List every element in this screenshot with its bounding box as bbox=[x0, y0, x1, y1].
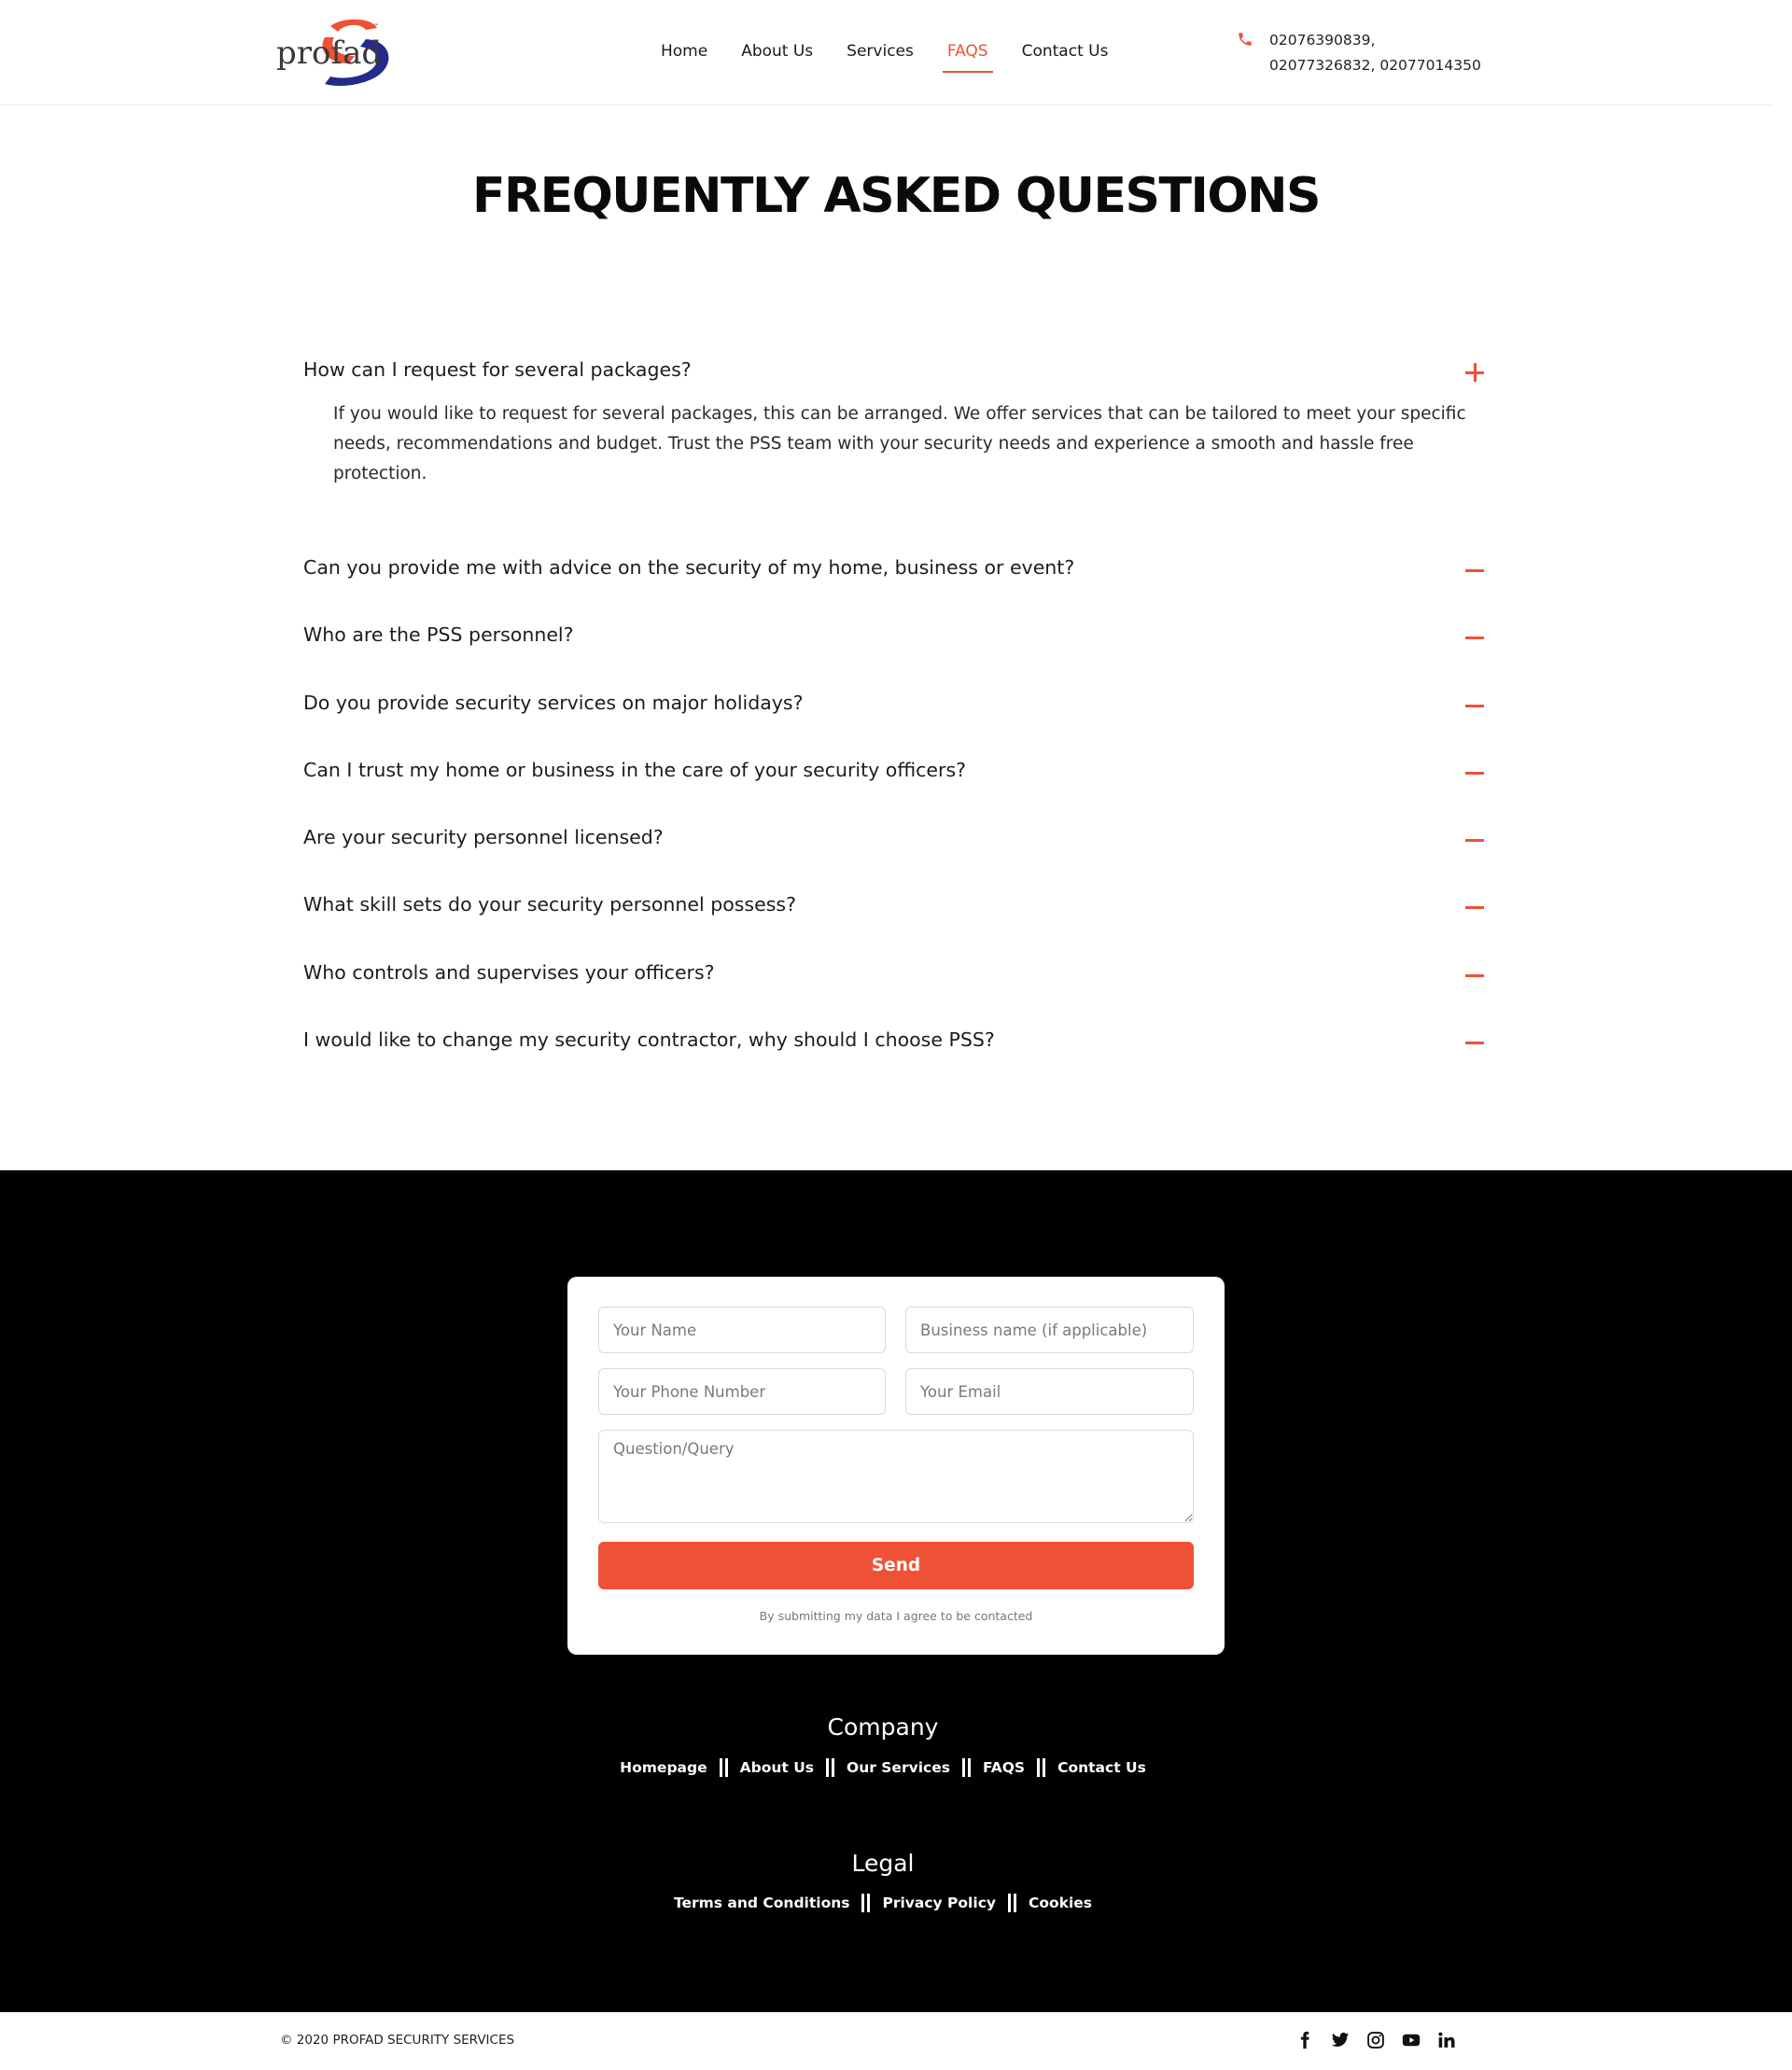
collapse-minus-icon[interactable] bbox=[1465, 696, 1484, 715]
link-separator bbox=[720, 1758, 728, 1777]
contact-form bbox=[567, 1277, 1225, 1655]
legal-links bbox=[0, 1894, 1766, 1912]
legal-heading: Legal bbox=[851, 1850, 915, 1877]
faq-question: What skill sets do your security personnel possess? bbox=[303, 893, 796, 916]
collapse-minus-icon[interactable] bbox=[1465, 763, 1484, 782]
footer-link-our-services[interactable]: Our Services bbox=[847, 1759, 950, 1776]
faq-question-row[interactable] bbox=[303, 748, 1489, 815]
phone-line-1: 02076390839, bbox=[1269, 32, 1376, 49]
footer-link-terms[interactable]: Terms and Conditions bbox=[673, 1895, 850, 1911]
footer-link-faqs[interactable]: FAQS bbox=[982, 1759, 1026, 1776]
faq-item bbox=[303, 748, 1489, 815]
instagram-icon[interactable] bbox=[1366, 2031, 1385, 2049]
phone-input[interactable] bbox=[598, 1368, 886, 1415]
faq-question: Who controls and supervises your officers? bbox=[303, 960, 715, 984]
link-separator bbox=[826, 1758, 834, 1777]
faq-item bbox=[303, 882, 1489, 949]
main-nav bbox=[644, 37, 1125, 73]
facebook-icon[interactable] bbox=[1295, 2031, 1314, 2049]
link-separator bbox=[962, 1758, 971, 1777]
phone-icon bbox=[1237, 31, 1253, 48]
expand-plus-icon[interactable] bbox=[1465, 363, 1484, 382]
svg-text:profad: profad bbox=[276, 35, 383, 72]
nav-services[interactable]: Services bbox=[847, 42, 914, 61]
faq-item bbox=[303, 815, 1489, 882]
site-footer bbox=[0, 1170, 1792, 2012]
faq-item bbox=[303, 545, 1489, 612]
profad-logo[interactable] bbox=[276, 19, 409, 90]
faq-question-row[interactable] bbox=[303, 347, 1489, 399]
faq-question: Do you provide security services on major holidays? bbox=[303, 691, 804, 714]
faq-question-row[interactable] bbox=[303, 545, 1489, 612]
collapse-minus-icon[interactable] bbox=[1465, 898, 1484, 916]
youtube-icon[interactable] bbox=[1402, 2031, 1421, 2049]
footer-link-cookies[interactable]: Cookies bbox=[1028, 1895, 1093, 1911]
faq-question-row[interactable] bbox=[303, 882, 1489, 949]
phone-line-2: 02077326832, 02077014350 bbox=[1269, 57, 1481, 74]
form-disclaimer: By submitting my data I agree to be contacted bbox=[759, 1609, 1033, 1623]
faq-question-row[interactable] bbox=[303, 815, 1489, 882]
collapse-minus-icon[interactable] bbox=[1465, 831, 1484, 849]
company-heading: Company bbox=[827, 1713, 939, 1741]
bottom-bar bbox=[0, 2012, 1792, 2070]
faq-item bbox=[303, 950, 1489, 1017]
collapse-minus-icon[interactable] bbox=[1465, 966, 1484, 985]
collapse-minus-icon[interactable] bbox=[1465, 628, 1484, 647]
site-header bbox=[0, 0, 1773, 105]
company-links bbox=[0, 1758, 1766, 1777]
send-button[interactable]: Send bbox=[598, 1542, 1194, 1589]
faq-question-row[interactable] bbox=[303, 680, 1489, 748]
faq-answer: If you would like to request for several packages, this can be arranged. We offer services that can be tailored to meet your specific needs, recommendations and budget. Trust the PSS team with your security needs and experience a smooth and hassle free protection. bbox=[333, 404, 1466, 483]
footer-link-about-us[interactable]: About Us bbox=[739, 1759, 815, 1776]
copyright: © 2020 PROFAD SECURITY SERVICES bbox=[280, 2033, 515, 2048]
faq-item bbox=[303, 680, 1489, 748]
faq-item bbox=[303, 347, 1489, 545]
faq-question: Are your security personnel licensed? bbox=[303, 826, 664, 849]
faq-question: Can you provide me with advice on the security of my home, business or event? bbox=[303, 556, 1075, 579]
query-textarea[interactable] bbox=[598, 1430, 1194, 1523]
faq-question-row[interactable] bbox=[303, 950, 1489, 1017]
faq-item bbox=[303, 612, 1489, 679]
faq-item bbox=[303, 1017, 1489, 1084]
footer-link-privacy[interactable]: Privacy Policy bbox=[882, 1895, 996, 1911]
collapse-minus-icon[interactable] bbox=[1465, 1033, 1484, 1052]
collapse-minus-icon[interactable] bbox=[1465, 561, 1484, 580]
linkedin-icon[interactable] bbox=[1437, 2031, 1456, 2049]
faq-question: Can I trust my home or business in the care of your security officers? bbox=[303, 758, 967, 781]
page-title: FREQUENTLY ASKED QUESTIONS bbox=[472, 168, 1320, 224]
business-name-input[interactable] bbox=[905, 1307, 1194, 1353]
faq-question: Who are the PSS personnel? bbox=[303, 623, 574, 647]
nav-faqs[interactable]: FAQS bbox=[931, 37, 1005, 73]
social-links bbox=[1295, 2031, 1456, 2049]
name-input[interactable] bbox=[598, 1307, 886, 1353]
nav-contact-us[interactable]: Contact Us bbox=[1021, 42, 1109, 61]
faq-question: How can I request for several packages? bbox=[303, 358, 692, 381]
footer-link-contact-us[interactable]: Contact Us bbox=[1057, 1759, 1146, 1776]
faq-question: I would like to change my security contractor, why should I choose PSS? bbox=[303, 1028, 995, 1052]
link-separator bbox=[1008, 1894, 1016, 1912]
link-separator bbox=[861, 1894, 870, 1912]
header-phone[interactable] bbox=[1237, 28, 1481, 78]
email-input[interactable] bbox=[905, 1368, 1194, 1415]
faq-list bbox=[303, 347, 1489, 1084]
link-separator bbox=[1037, 1758, 1045, 1777]
twitter-icon[interactable] bbox=[1331, 2031, 1350, 2049]
nav-about-us[interactable]: About Us bbox=[741, 42, 814, 61]
nav-home[interactable]: Home bbox=[661, 42, 708, 61]
faq-question-row[interactable] bbox=[303, 612, 1489, 679]
svg-text:™: ™ bbox=[373, 23, 379, 30]
faq-question-row[interactable] bbox=[303, 1017, 1489, 1084]
footer-link-homepage[interactable]: Homepage bbox=[620, 1759, 707, 1776]
phone-numbers bbox=[1269, 28, 1481, 78]
